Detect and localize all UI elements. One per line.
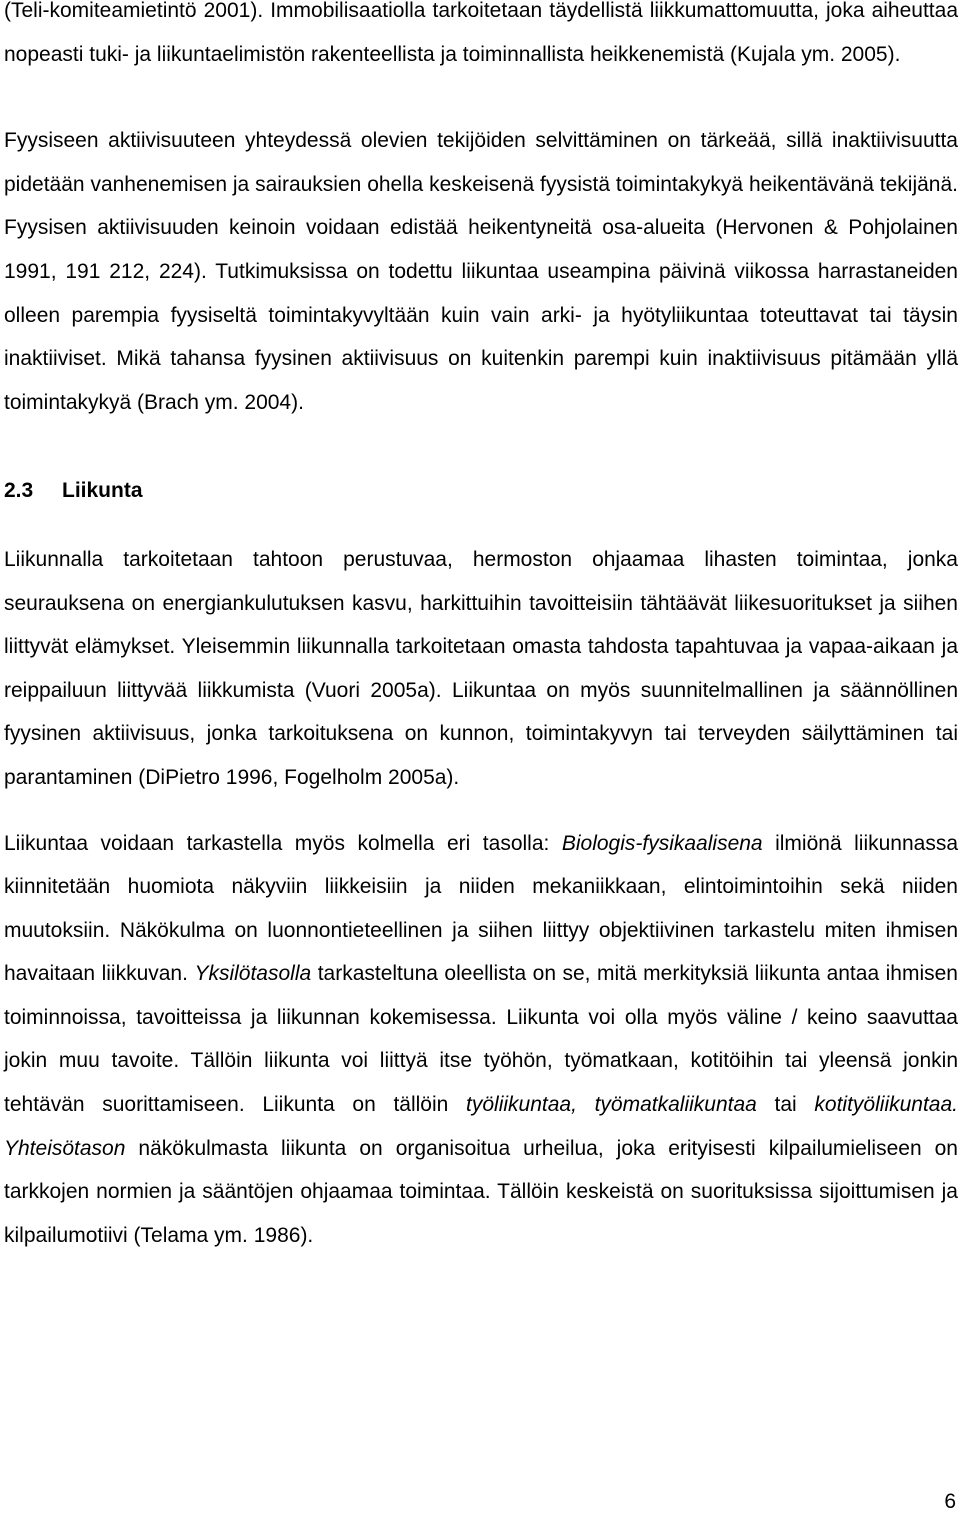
section-heading — [4, 469, 958, 513]
italic-term: työliikuntaa, työmatkaliikuntaa — [466, 1093, 757, 1117]
italic-term: Biologis-fysikaalisena — [561, 831, 763, 855]
paragraph-three-levels — [4, 822, 958, 1258]
text-span: tai — [756, 1093, 815, 1117]
document-page — [4, 0, 958, 1257]
italic-term: kotityöliikuntaa. Yhteisötason — [4, 1093, 958, 1160]
paragraph-immobilisation: (Teli-komiteamietintö 2001). Immobilisaatiolla tarkoitetaan täydellistä liikkumattomuutta, joka aiheuttaa nopeasti tuki- ja liikuntaelimistön rakenteellista ja toiminnallista heikkenemistä (Kujala ym. 2005). — [4, 0, 958, 66]
italic-term: Yksilötasolla — [194, 962, 312, 986]
paragraph-liikunta-definition: Liikunnalla tarkoitetaan tahtoon perustuvaa, hermoston ohjaamaa lihasten toimintaa, jonka seurauksena on energiankulutuksen kasvu, harkittuihin tavoitteisiin tähtäävät liikesuoritukset ja siihen liittyvät elämykset. Yleisemmin liikunnalla tarkoitetaan omasta tahdosta tapahtuvaa ja vapaa-aikaan ja reippailuun liittyvää liikkumista (Vuori 2005a). Liikuntaa on myös suunnitelmallinen ja säännöllinen fyysinen aktiivisuus, jonka tarkoituksena on kunnon, toimintakyvyn tai terveyden säilyttäminen tai parantaminen (DiPietro 1996, Fogelholm 2005a). — [4, 547, 958, 789]
text-span: tarkasteltuna oleellista on se, mitä merkityksiä liikunta antaa ihmisen toiminnoissa, tavoitteissa ja liikunnan kokemisessa. Liikunta voi olla myös väline / keino saavuttaa jokin muu tavoite. Tällöin liikunta voi liittyä itse työhön, työmatkaan, kotitöihin tai yleensä jonkin tehtävän suorittamiseen. Liikunta on tällöin — [4, 962, 958, 1117]
section-title: Liikunta — [62, 479, 143, 503]
page-number: 6 — [944, 1490, 956, 1513]
paragraph-physical-activity: Fyysiseen aktiivisuuteen yhteydessä olevien tekijöiden selvittäminen on tärkeää, sillä inaktiivisuutta pidetään vanhenemisen ja sairauksien ohella keskeisenä fyysistä toimintakykyä heikentävänä tekijänä. Fyysisen aktiivisuuden keinoin voidaan edistää heikentyneitä osa-alueita (Hervonen & Pohjolainen 1991, 191 212, 224). Tutkimuksissa on todettu liikuntaa useampina päivinä viikossa harrastaneiden olleen parempia fyysiseltä toimintakyvyltään kuin vain arki- ja hyötyliikuntaa toteuttavat tai täysin inaktiiviset. Mikä tahansa fyysinen aktiivisuus on kuitenkin parempi kuin inaktiivisuus pitämään yllä toimintakykyä (Brach ym. 2004). — [4, 129, 958, 414]
text-span: Liikuntaa voidaan tarkastella myös kolmella eri tasolla: — [4, 831, 562, 855]
section-number: 2.3 — [4, 479, 34, 503]
text-span: ilmiönä liikunnassa kiinnitetään huomiota näkyviin liikkeisiin ja niiden mekaniikkaan, elintoimintoihin sekä niiden muutoksiin. Näkökulma on luonnontieteellinen ja siihen liittyy objektiivinen tarkastelu miten ihmisen havaitaan liikkuvan. — [4, 831, 959, 986]
text-span: näkökulmasta liikunta on organisoitua urheilua, joka erityisesti kilpailumieliseen on tarkkojen normien ja sääntöjen ohjaamaa toimintaa. Tällöin keskeistä on suorituksissa sijoittumisen ja kilpailumotiivi (Telama ym. 1986). — [4, 1136, 958, 1247]
